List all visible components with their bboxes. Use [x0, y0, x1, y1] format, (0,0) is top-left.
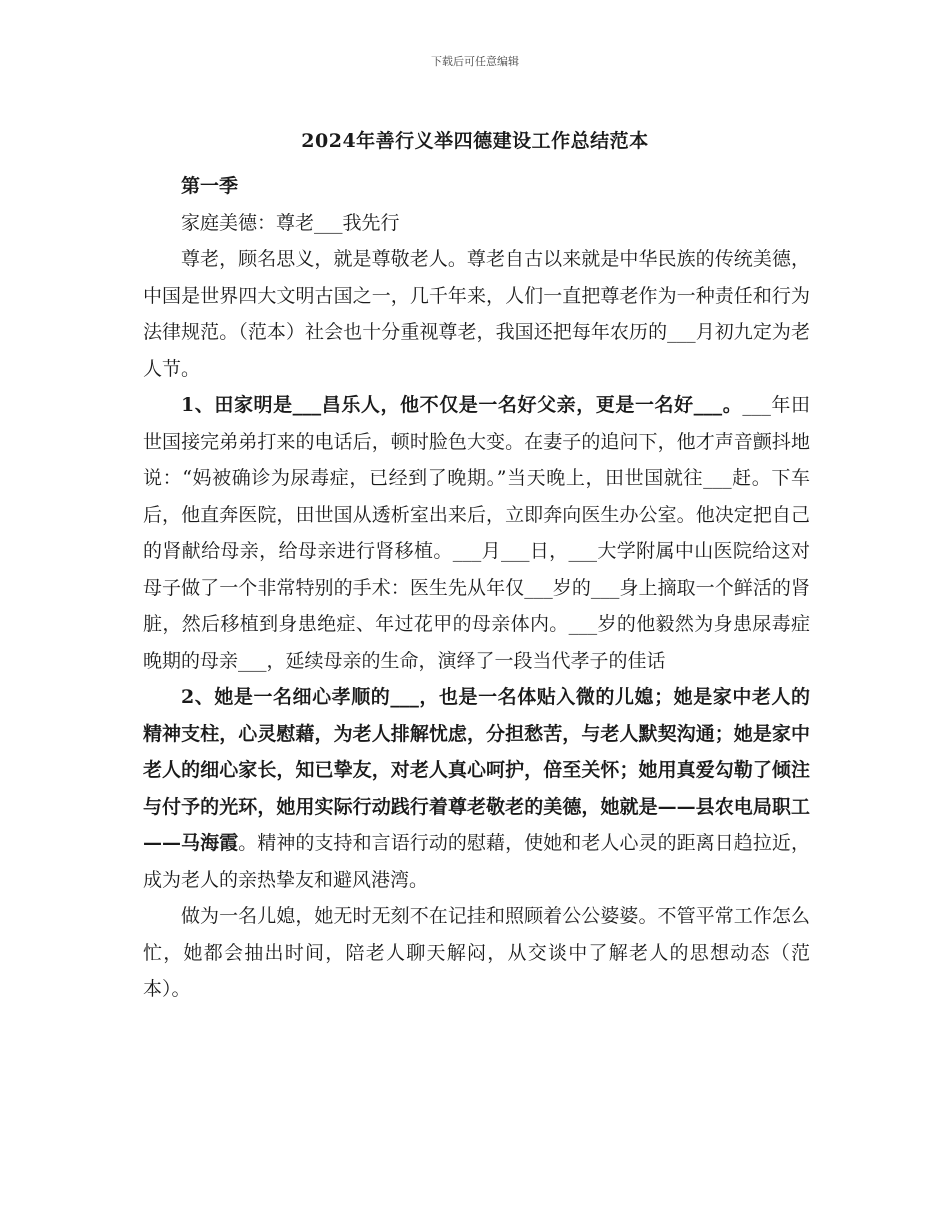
- section-heading: 第一季: [181, 175, 239, 197]
- document-title: 2024年善行义举四德建设工作总结范本: [301, 130, 649, 152]
- subheading: 家庭美德：尊老___我先行: [181, 211, 400, 234]
- story-1-lead: 1、田家明是___昌乐人，他不仅是一名好父亲，更是一名好___。: [181, 394, 743, 416]
- story-2-lead: 2、她是一名细心孝顺的___，也是一名体贴入微的儿媳；她是家中老人的精神支柱，心灵慰藉，为老人排解忧虑，分担愁苦，与老人默契沟通；她是家中老人的细心家长，知已挚友，对老人真心呵护，倍至关怀；她用真爱勾勒了倾注与付予的光环，她用实际行动践行着尊老敬老的美德，她就是——县农电局职工——马海霞: [143, 686, 810, 854]
- story-1-body: ___年田世国接完弟弟打来的电话后，顿时脸色大变。在妻子的追问下，他才声音颤抖地说：“妈被确诊为尿毒症，已经到了晚期。”当天晚上，田世国就往___赶。下车后，他直奔医院，田世国从透析室出来后，立即奔向医生办公室。他决定把自己的肾献给母亲，给母亲进行肾移植。___月___日，___大学附属中山医院给这对母子做了一个非常特别的手术：医生先从年仅___岁的___身上摘取一个鲜活的肾脏，然后移植到身患绝症、年过花甲的母亲体内。___岁的他毅然为身患尿毒症晚期的母亲___，延续母亲的生命，演绎了一段当代孝子的佳话: [143, 394, 810, 672]
- page-header-note: 下载后可任意编辑: [431, 55, 519, 68]
- paragraph-story-1: [143, 387, 810, 679]
- paragraph-story-2: [143, 679, 810, 898]
- story-2-body: 。精神的支持和言语行动的慰藉，使她和老人心灵的距离日趋拉近，成为老人的亲热挚友和避风港湾。: [143, 832, 810, 891]
- paragraph-daughter-in-law: 做为一名儿媳，她无时无刻不在记挂和照顾着公公婆婆。不管平常工作怎么忙，她都会抽出时间，陪老人聊天解闷，从交谈中了解老人的思想动态（范本）。: [143, 905, 810, 1000]
- paragraph-intro: 尊老，顾名思义，就是尊敬老人。尊老自古以来就是中华民族的传统美德，中国是世界四大文明古国之一，几千年来，人们一直把尊老作为一种责任和行为法律规范。（范本）社会也十分重视尊老，我国还把每年农历的___月初九定为老人节。: [143, 248, 810, 380]
- document-body: [143, 168, 810, 1008]
